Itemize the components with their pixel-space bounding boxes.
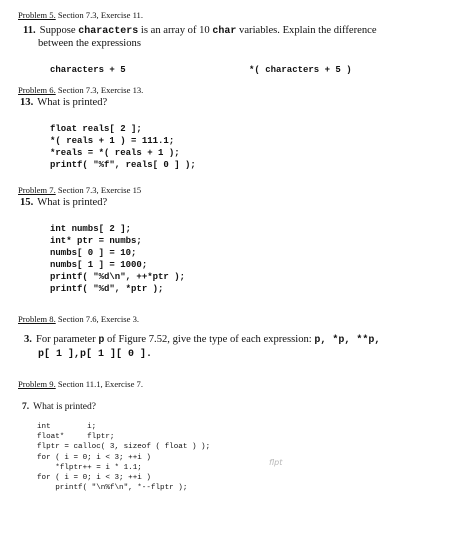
code-term: p — [98, 335, 105, 346]
code-term: characters — [78, 26, 139, 37]
question-text: Suppose — [39, 25, 79, 36]
problem-6-header — [18, 85, 143, 95]
problem-6-section: Section 7.3, Exercise 13. — [55, 85, 144, 95]
problem-8-question — [24, 334, 380, 347]
problem-5-section: Section 7.3, Exercise 11. — [55, 10, 143, 20]
problem-5-question-line2: between the expressions — [38, 38, 141, 49]
expression-right: *( characters + 5 ) — [249, 65, 352, 75]
question-text: variables. Explain the difference — [236, 25, 377, 36]
problem-9-label: Problem 9. — [18, 379, 56, 389]
problem-9-code: int i; float* flptr; flptr = calloc( 3, sizeof ( float ) ); for ( i = 0; i < 3; ++i ) *flptr++ = i * 1.1; for ( i = 0; i < 3; ++i ) printf( "\n%f\n", *--flptr ); — [37, 423, 211, 493]
exercise-number: 3. — [24, 334, 32, 345]
problem-7-question — [20, 197, 107, 209]
exercise-number: 7. — [22, 402, 30, 412]
exercise-number: 11. — [23, 25, 36, 36]
handwritten-note: flpt — [269, 458, 283, 467]
problem-8-section: Section 7.6, Exercise 3. — [55, 314, 140, 324]
question-text: of Figure 7.52, give the type of each expression: — [104, 334, 315, 345]
question-text: For parameter — [35, 334, 99, 345]
question-text: What is printed? — [37, 97, 108, 108]
problem-7-section: Section 7.3, Exercise 15 — [55, 185, 142, 195]
problem-6-question — [20, 97, 107, 109]
problem-7-label: Problem 7. — [18, 185, 56, 195]
question-text: What is printed? — [33, 402, 96, 412]
problem-8-question-line2 — [38, 348, 152, 361]
problem-6-code: float reals[ 2 ]; *( reals + 1 ) = 111.1; *reals = *( reals + 1 ); printf( "%f", reals[ 0 ] ); — [50, 124, 196, 170]
exercise-number: 13. — [20, 97, 34, 108]
problem-5-header — [18, 10, 143, 20]
code-term: char — [212, 26, 237, 37]
problem-8-header — [18, 314, 139, 324]
code-term: p, *p, **p, — [314, 335, 381, 346]
problem-5-question — [23, 25, 377, 38]
problem-5-label: Problem 5. — [18, 10, 56, 20]
question-text: What is printed? — [37, 197, 108, 208]
expression-left: characters + 5 — [50, 65, 126, 75]
exercise-number: 15. — [20, 197, 34, 208]
problem-7-header — [18, 185, 141, 195]
problem-9-section: Section 11.1, Exercise 7. — [55, 379, 143, 389]
problem-6-label: Problem 6. — [18, 85, 56, 95]
problem-9-question — [22, 401, 96, 413]
code-term: p[ 1 ],p[ 1 ][ 0 ]. — [38, 349, 153, 360]
problem-8-label: Problem 8. — [18, 314, 56, 324]
problem-9-header — [18, 379, 143, 389]
problem-7-code: int numbs[ 2 ]; int* ptr = numbs; numbs[ 0 ] = 10; numbs[ 1 ] = 1000; printf( "%d\n", ++*ptr ); printf( "%d", *ptr ); — [50, 224, 186, 294]
question-text: is an array of 10 — [138, 25, 213, 36]
